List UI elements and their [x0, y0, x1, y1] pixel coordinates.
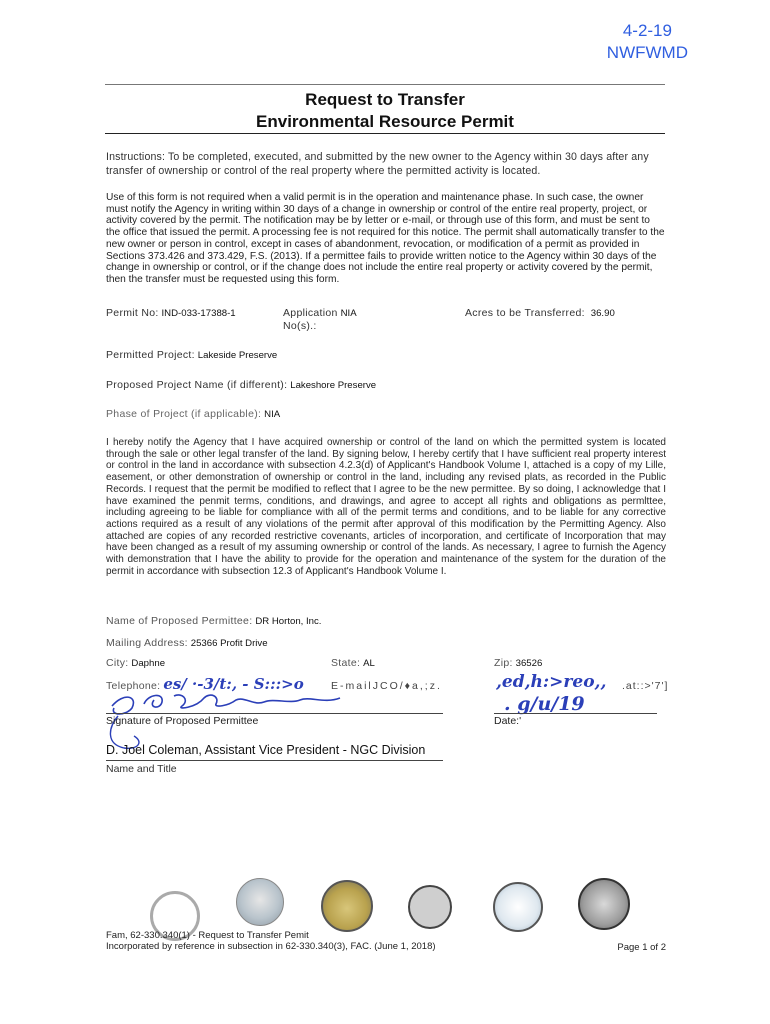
state-label: State:	[331, 657, 361, 669]
footer-incorporation: Incorporated by reference in subsection in 62-330.340(3), FAC. (June 1, 2018)	[106, 941, 436, 952]
form-title	[105, 89, 665, 133]
name-title-line	[106, 760, 443, 761]
email-label: E-mailJCO/♦a,;z.	[331, 680, 442, 692]
state-value: AL	[363, 658, 375, 669]
application-label-1: Application	[283, 307, 338, 319]
page-number: Page 1 of 2	[617, 942, 666, 953]
stamp-date: 4-2-19	[622, 21, 672, 40]
acres-value: 36.90	[590, 308, 615, 319]
permitted-project-label: Permitted Project:	[106, 349, 195, 361]
footer-form-number: Fam, 62-330.340(1) - Request to Transfer Pemit	[106, 930, 309, 941]
city-field	[106, 657, 165, 670]
title-bottom-rule	[105, 133, 665, 134]
form-title-line1: Request to Transfer	[305, 90, 465, 109]
permit-no-value: IND-033-17388-1	[161, 308, 236, 319]
state-field	[331, 657, 375, 670]
city-label: City:	[106, 657, 129, 669]
mailing-address-value: 25366 Profit Drive	[190, 638, 268, 649]
received-stamp	[607, 20, 688, 64]
application-label-2: No(s).:	[283, 320, 317, 332]
title-top-rule	[105, 84, 665, 85]
telephone-label: Telephone:	[106, 680, 161, 692]
notice-paragraph: Use of this form is not required when a valid permit is in the operation and maintenance phase. In such case, the owner must notify the Agency in writing within 30 days of a change in ownership or control of the entire real property, project, or activity covered by the permit. The notification may be by letter or e-mail, or through use of this form, and must be sent to the office that issued the permit. A processing fee is not required for this notice. The permit shall automatically transfer to the new owner or person in control, except in cases of abandonment, revocation, or modification of a permit as provided in Sections 373.426 and 373.429, F.S. (2013). If a permittee fails to provide written notice to the Agency within 30 days of the change in ownership or control, or if the change does not include the entire real property or activity covered by the permit, then the transfer must be requested using this form.	[106, 192, 665, 285]
proposed-name-value: Lakeshore Preserve	[290, 380, 377, 391]
name-and-title-value: D. Joel Coleman, Assistant Vice President - NGC Division	[106, 743, 426, 757]
zip-label: Zip:	[494, 657, 513, 669]
permit-no-label: Permit No:	[106, 307, 159, 319]
phase-label: Phase of Project (if applicable):	[106, 408, 262, 420]
proposed-name-field	[106, 379, 376, 392]
permitted-project-value: Lakeside Preserve	[197, 350, 278, 361]
application-value: NIA	[340, 308, 357, 319]
phase-value: NIA	[264, 409, 281, 420]
srwmd-logo-icon	[408, 885, 452, 929]
florida-map-seal-icon	[493, 882, 543, 932]
application-no-field	[283, 307, 357, 333]
certification-paragraph: I hereby notify the Agency that I have acquired ownership or control of the land on which the permitted system is located through the sale or other legal transfer of the land. By signing below, I hereby certify that I have sufficient real property interest or control in the land in accordance with subsection 4.2.3(d) of Applicant's Handbook Volume I, attached is a copy of my Lille, easement, or other demonstration of ownership or control in the land, including any revised plats, as recorded in the Public Records. I request that the permit be modified to reflect that I agree to be the new permittee. By so doing, I acknowledge that I have examined the penmit terms, conditions, and drawings, and agree to accept all rights and obligations as permlttee, including agreeing to be liable for compliance with all of the permit terms and conditions, and to be liable for any corrective actions required as a result of any violations of the permit after approval of this modification by the Permitting Agency. Also attached are copies of any recorded restrictive covenants, articles of incorporation, and certificate of Incorporation that may have been changed as a result of my assuming ownership or control of the lands. As necessary, I agree to furnish the Agency with demonstration that I have the ability to provide for the operation and maintenance of the system for the duration of the permit in accordance with subsection 12.3 of Applicant's Handbook Volume I.	[106, 437, 666, 577]
date-handwritten: . g/u/19	[504, 693, 585, 715]
instructions-text: Instructions: To be completed, executed, and submitted by the new owner to the Agency within 30 days after any transfer of ownership or control of the real property where the permitted activity is located.	[106, 151, 649, 177]
mailing-address-field	[106, 637, 268, 650]
email-tail: .at::>'7']	[622, 680, 669, 692]
form-footer	[106, 930, 436, 952]
email-handwritten: ,ed,h:>reo,,	[496, 672, 607, 692]
permittee-name-value: DR Horton, Inc.	[255, 616, 322, 627]
proposed-name-label: Proposed Project Name (if different):	[106, 379, 288, 391]
stamp-agency: NWFWMD	[606, 43, 688, 62]
signature-label: Signature of Proposed Permittee	[106, 715, 259, 727]
acres-field	[465, 307, 615, 320]
eagle-seal-icon	[578, 878, 630, 930]
zip-value: 36526	[515, 658, 543, 669]
date-line	[494, 713, 657, 714]
telephone-handwritten: es/ ·-3/t:, - S:::>o	[163, 675, 304, 693]
permitted-project-field	[106, 349, 277, 362]
permittee-name-label: Name of Proposed Permittee:	[106, 615, 253, 627]
phase-field	[106, 408, 280, 421]
wmd-seal-icon	[236, 878, 284, 926]
zip-field	[494, 657, 542, 670]
permit-no-field	[106, 307, 236, 320]
city-value: Daphne	[131, 658, 166, 669]
name-and-title-label: Name and Title	[106, 763, 177, 775]
acres-label: Acres to be Transferred:	[465, 307, 585, 319]
mailing-address-label: Mailing Address:	[106, 637, 188, 649]
wmd-seal-icon	[321, 880, 373, 932]
date-label: Date:'	[494, 715, 522, 727]
permittee-name-field	[106, 615, 321, 628]
form-title-line2: Environmental Resource Permit	[256, 112, 514, 131]
signature-line	[106, 713, 443, 714]
